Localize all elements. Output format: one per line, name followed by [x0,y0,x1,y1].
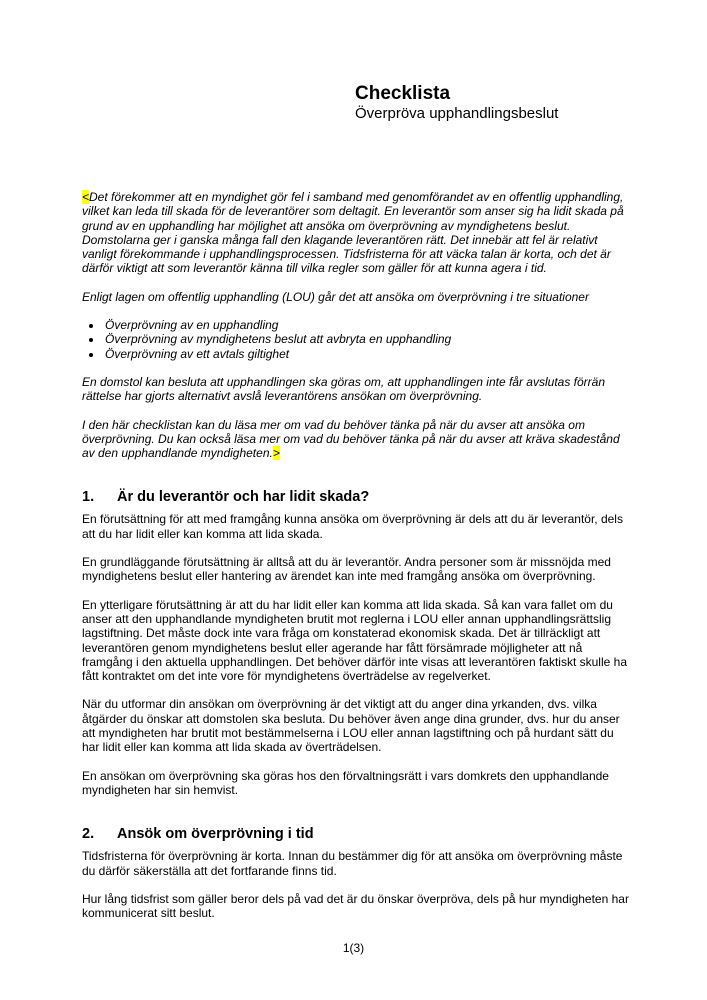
page-title: Checklista [355,83,451,104]
body-paragraph: En förutsättning för att med framgång kunna ansöka om överprövning är dels att du är leverantör, dels att du har lidit eller kan komma att lida skada. [82,512,623,541]
bullet-item: • Överprövning av myndighetens beslut att avbryta en upphandling [103,332,633,346]
page-footer [0,941,707,955]
bullet-item: • Överprövning av en upphandling [103,318,633,332]
situation-bullet-list [82,318,633,361]
body-paragraph: En ansökan om överprövning ska göras hos den förvaltningsrätt i vars domkrets den upphandlande myndigheten har sin hemvist. [82,768,609,797]
intro-paragraph-2: Enligt lagen om offentlig upphandling (LOU) går det att ansöka om överprövning i tre situationer [82,289,589,304]
section-1 [82,489,633,797]
intro-paragraph-4 [82,418,633,461]
section-2-heading [82,826,633,843]
section-1-heading-text: Är du leverantör och har lidit skada? [117,489,370,506]
body-paragraph: En grundläggande förutsättning är alltså att du är leverantör. Andra personer som är missnöjda med myndighetens beslut eller hantering av ärendet kan inte med framgång ansöka om överprövning. [82,555,611,584]
intro-section [82,190,633,460]
document-body [82,190,633,934]
section-2-heading-text: Ansök om överprövning i tid [117,826,314,843]
body-paragraph: En ytterligare förutsättning är att du har lidit eller kan komma att lida skada. Så kan vara fallet om du anser att den upphandlande myndigheten brutit mot reglerna i LOU eller annan upphandlingsrättslig lagstiftning. Det måste dock inte vara fråga om konstaterad ekonomisk skada. Det är tillräckligt att leverantören genom myndighetens beslut eller agerande har fått försämrade möjligheter att nå framgång i den aktuella upphandlingen. Det behöver därför inte visas att leverantören faktiskt skulle ha fått kontraktet om det inte vore för myndighetens överträdelse av regelverket. [82,597,627,684]
intro-paragraph-4-text: I den här checklistan kan du läsa mer om vad du behöver tänka på när du avser att ansöka om överprövning. Du kan också läsa mer om vad du behöver tänka på när du avser att kräva skadestånd av den upphandlande myndigheten. [82,417,620,461]
highlight-open-mark: < [82,190,90,204]
intro-paragraph-1-text: Det förekommer att en myndighet gör fel i samband med genomförandet av en offentlig upphandling, vilket kan leda till skada för de leverantörer som deltagit. En leverantör som anser sig ha lidit skada på grund av en upphandling har möjlighet att ansöka om överprövning av myndighetens beslut. Domstolarna ger i ganska många fall den klagande leverantören rätt. Det innebär att fel är relativt vanligt förekommande i upphandlingsprocessen. Tidsfristerna för att väcka talan är korta, och det är därför viktigt att som leverantör känna till vilka regler som gäller för att kunna agera i tid. [82,190,624,276]
page-number: 1(3) [342,941,365,955]
highlight-close-mark: > [272,446,280,461]
body-paragraph: När du utformar din ansökan om överprövning är det viktigt att du anger dina yrkanden, dvs. vilka åtgärder du önskar att domstolen ska besluta. Du behöver även ange dina grunder, dvs. hur du anser att myndigheten har brutit mot bestämmelserna i LOU eller annan lagstiftning och på hurdant sätt du har lidit eller kan komma att lida skada av överträdelsen. [82,697,620,755]
section-2-number: 2. [82,826,95,843]
intro-paragraph-3: En domstol kan besluta att upphandlingen ska göras om, att upphandlingen inte får avslutas förrän rättelse har gjorts alternativt avslå leverantörens ansökan om överprövning. [82,374,606,404]
title-block [355,83,558,123]
page-subtitle: Överpröva upphandlingsbeslut [355,105,559,122]
body-paragraph: Tidsfristerna för överprövning är korta. Innan du bestämmer dig för att ansöka om överprövning måste du därför säkerställa att det fortfarande finns tid. [82,849,623,878]
section-1-number: 1. [82,489,95,506]
body-paragraph: Hur lång tidsfrist som gäller beror dels på vad det är du önskar överpröva, dels på hur myndigheten har kommunicerat sitt beslut. [82,891,629,921]
bullet-item: • Överprövning av ett avtals giltighet [103,347,633,361]
intro-paragraph-1 [82,190,633,276]
section-2 [82,826,633,920]
section-1-heading [82,489,633,506]
